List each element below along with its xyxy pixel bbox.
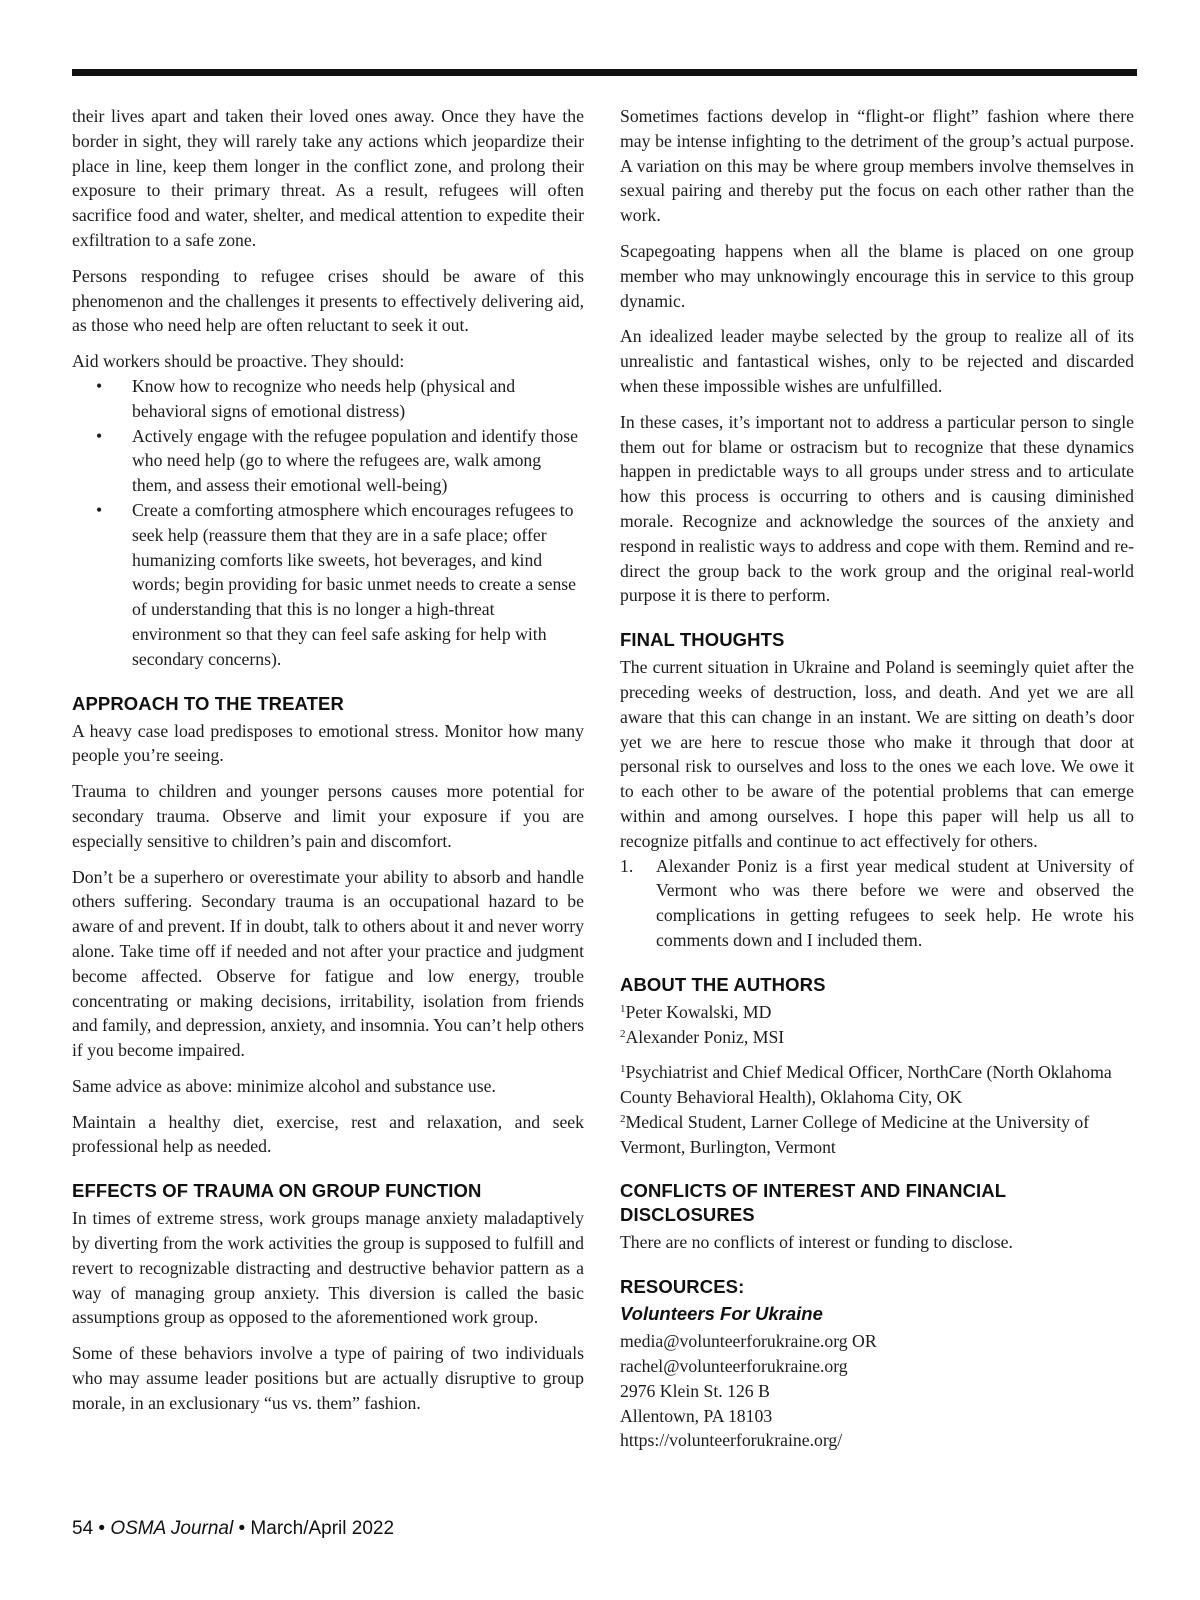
affiliation-text: Psychiatrist and Chief Medical Officer, NorthCare (North Oklahoma County Behavioral Health), Oklahoma City, OK	[620, 1062, 1112, 1108]
affiliation-line	[620, 1110, 1134, 1160]
note-number: 1.	[620, 855, 634, 876]
note-text: Alexander Poniz is a first year medical student at University of Vermont who was there before we were and observed the complications in getting refugees to seek help. He wrote his comments down and I included them.	[656, 855, 1134, 950]
bullet-list	[72, 374, 584, 672]
list-item-text: Know how to recognize who needs help (physical and behavioral signs of emotional distress)	[132, 375, 516, 421]
note-item	[620, 854, 1134, 953]
authors-list	[620, 1000, 1134, 1050]
footer-separator: •	[238, 1518, 246, 1539]
author-line	[620, 1025, 1134, 1050]
top-rule	[72, 69, 1137, 76]
resource-url: https://volunteerforukraine.org/	[620, 1430, 843, 1451]
list-item-text: Actively engage with the refugee population and identify those who need help (go to where the refugees are, walk among them, and assess their emotional well-being)	[132, 425, 578, 496]
author-sup: 1	[620, 1002, 626, 1015]
paragraph: Scapegoating happens when all the blame is placed on one group member who may unknowingly encourage this in service to this group dynamic.	[620, 240, 1134, 311]
footer-separator: •	[98, 1518, 106, 1539]
author-name: Peter Kowalski, MD	[625, 1001, 772, 1022]
notes-list	[620, 854, 1134, 953]
page-footer	[72, 1518, 394, 1540]
author-name: Alexander Poniz, MSI	[625, 1026, 785, 1047]
list-item	[72, 374, 584, 424]
left-column	[72, 104, 584, 1427]
paragraph: Same advice as above: minimize alcohol and substance use.	[72, 1075, 496, 1096]
bullet-icon: •	[96, 375, 103, 396]
paragraph: There are no conflicts of interest or funding to disclose.	[620, 1232, 1013, 1253]
affiliation-sup: 1	[620, 1063, 626, 1076]
paragraph: Some of these behaviors involve a type of pairing of two individuals who may assume leader positions but are actually disruptive to group morale, in an exclusionary “us vs. them” fashion.	[72, 1343, 584, 1413]
bullet-icon: •	[96, 425, 103, 446]
list-item	[72, 498, 584, 672]
author-line	[620, 1000, 1134, 1025]
section-heading-treater: APPROACH TO THE TREATER	[72, 692, 344, 714]
resources-contact	[620, 1329, 1134, 1453]
affiliations-list	[620, 1060, 1134, 1159]
list-item	[72, 424, 584, 498]
section-heading-resources: RESOURCES:	[620, 1276, 745, 1298]
bullet-icon: •	[96, 499, 103, 520]
paragraph: Sometimes factions develop in “flight-or flight” fashion where there may be intense infighting to the detriment of the group’s actual purpose. A variation on this may be where group members involve themselves in sexual pairing and thereby put the focus on each other rather than the work.	[620, 106, 1134, 226]
paragraph: An idealized leader maybe selected by the group to realize all of its unrealistic and fantastical wishes, only to be rejected and discarded when these impossible wishes are unfulfilled.	[620, 326, 1134, 396]
page-number: 54	[72, 1518, 94, 1539]
paragraph: The current situation in Ukraine and Poland is seemingly quiet after the preceding weeks of destruction, loss, and death. And yet we are all aware that this can change in an instant. We are sitting on death’s door yet we are here to rescue those who make it through that door at personal risk to ourselves and loss to the ones we each love. We owe it to each other to be aware of the potential problems that can emerge within and among ourselves. I hope this paper will help us all to recognize pitfalls and continue to act effectively for others.	[620, 657, 1134, 851]
resource-email: rachel@volunteerforukraine.org	[620, 1356, 848, 1377]
paragraph: their lives apart and taken their loved ones away. Once they have the border in sight, they will rarely take any actions which jeopardize their place in line, keep them longer in the conflict zone, and prolong their exposure to their primary threat. As a result, refugees will often sacrifice food and water, shelter, and medical attention to expedite their exfiltration to a safe zone.	[72, 106, 584, 250]
section-heading-group-function: EFFECTS OF TRAUMA ON GROUP FUNCTION	[72, 1180, 482, 1202]
resource-city: Allentown, PA 18103	[620, 1405, 773, 1426]
resource-email: media@volunteerforukraine.org OR	[620, 1331, 877, 1352]
resources-org: Volunteers For Ukraine	[620, 1303, 823, 1325]
affiliation-sup: 2	[620, 1112, 626, 1125]
journal-name: OSMA Journal	[110, 1518, 234, 1539]
aid-intro: Aid workers should be proactive. They should:	[72, 351, 405, 372]
resource-address: 2976 Klein St. 126 B	[620, 1380, 770, 1401]
paragraph: Maintain a healthy diet, exercise, rest and relaxation, and seek professional help as needed.	[72, 1111, 584, 1157]
paragraph: Persons responding to refugee crises should be aware of this phenomenon and the challenges it presents to effectively delivering aid, as those who need help are often reluctant to seek it out.	[72, 265, 584, 336]
affiliation-line	[620, 1060, 1134, 1110]
paragraph: In these cases, it’s important not to address a particular person to single them out for blame or ostracism but to recognize that these dynamics happen in predictable ways to all groups under stress and to articulate how this process is occurring to others and is causing diminished morale. Recognize and acknowledge the sources of the anxiety and respond in realistic ways to address and cope with them. Remind and re-direct the group back to the work group and the original real-world purpose it is there to perform.	[620, 411, 1134, 606]
section-heading-final-thoughts: FINAL THOUGHTS	[620, 629, 785, 651]
section-heading-authors: ABOUT THE AUTHORS	[620, 973, 826, 995]
affiliation-text: Medical Student, Larner College of Medicine at the University of Vermont, Burlington, Vermont	[620, 1111, 1090, 1157]
paragraph: A heavy case load predisposes to emotional stress. Monitor how many people you’re seeing.	[72, 720, 584, 766]
list-item-text: Create a comforting atmosphere which encourages refugees to seek help (reassure them that they are in a safe place; offer humanizing comforts like sweets, hot beverages, and kind words; begin providing for basic unmet needs to create a sense of understanding that this is no longer a high-threat environment so that they can feel safe asking for help with secondary concerns).	[132, 499, 577, 669]
paragraph: Trauma to children and younger persons causes more potential for secondary trauma. Observe and limit your exposure if you are especially sensitive to children’s pain and discomfort.	[72, 781, 584, 851]
author-sup: 2	[620, 1027, 626, 1040]
section-heading-conflicts: CONFLICTS OF INTEREST AND FINANCIAL DISCLOSURES	[620, 1180, 1006, 1226]
right-column	[620, 104, 1134, 1453]
paragraph: Don’t be a superhero or overestimate your ability to absorb and handle others suffering. Secondary trauma is an occupational hazard to be aware of and prevent. If in doubt, talk to others about it and never worry alone. Take time off if needed and not after your practice and judgment become affected. Observe for fatigue and low energy, trouble concentrating or making decisions, irritability, isolation from friends and family, and depression, anxiety, and insomnia. You can’t help others if you become impaired.	[72, 866, 584, 1061]
issue-date: March/April 2022	[250, 1518, 395, 1539]
paragraph: In times of extreme stress, work groups manage anxiety maladaptively by diverting from the work activities the group is supposed to fulfill and revert to recognizable distracting and destructive behavior pattern as a way of managing group anxiety. This diversion is called the basic assumptions group as opposed to the aforementioned work group.	[72, 1208, 584, 1328]
